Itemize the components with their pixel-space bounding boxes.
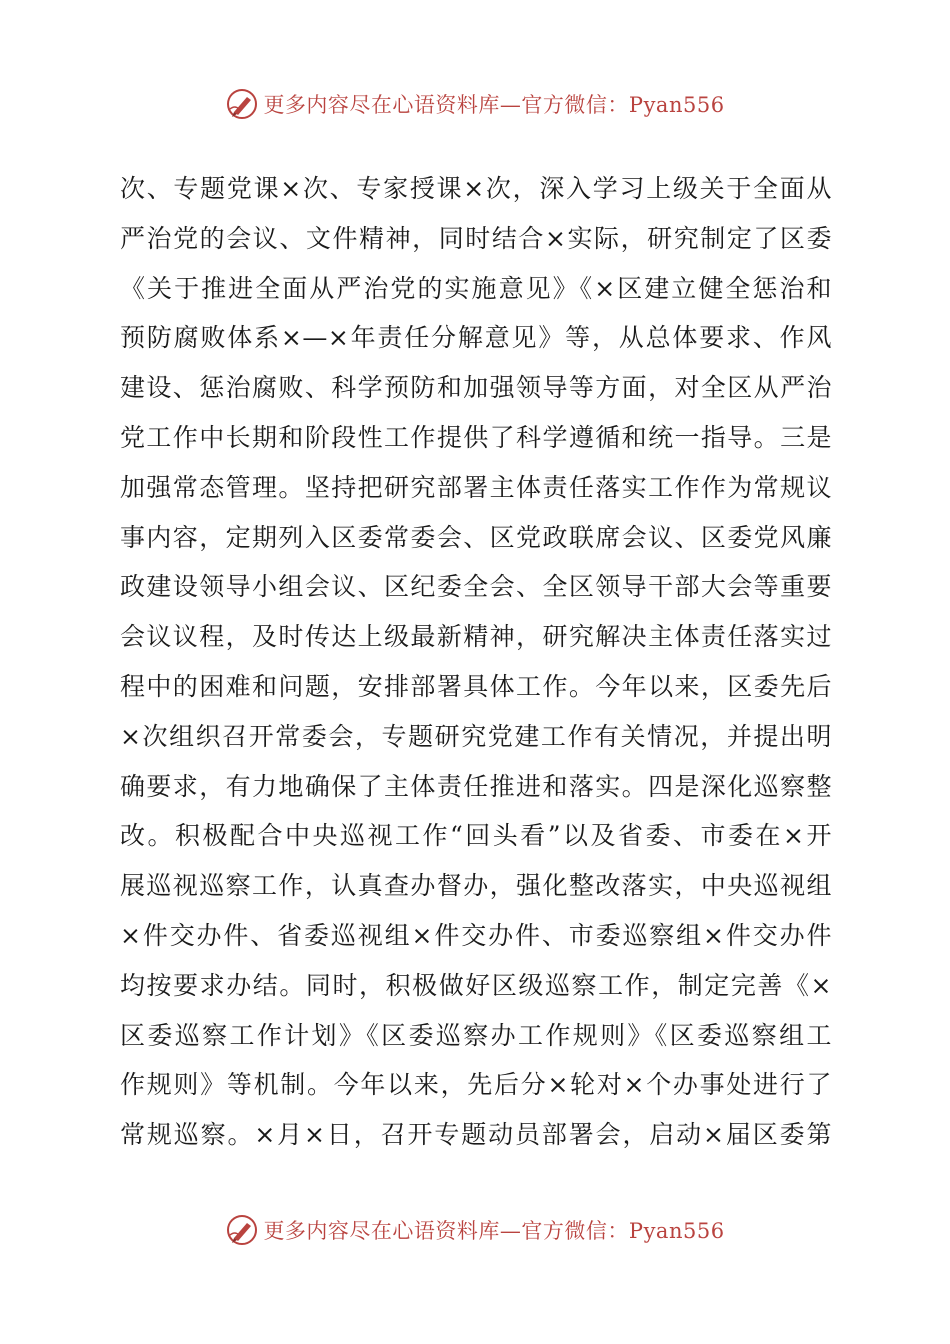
text-line: 政建设领导小组会议、区纪委全会、全区领导干部大会等重要 [120,572,832,602]
text-line: 事内容，定期列入区委常委会、区党政联席会议、区委党风廉 [120,522,832,552]
text-line: 确要求，有力地确保了主体责任推进和落实。四是深化巡察整 [120,771,832,801]
text-line: 预防腐败体系×—×年责任分解意见》等，从总体要求、作风 [120,323,832,353]
header-watermark [0,82,950,126]
text-line: 严治党的会议、文件精神，同时结合×实际，研究制定了区委 [120,223,832,253]
footer-watermark [0,1208,950,1252]
document-body [120,164,832,1160]
text-line: 展巡视巡察工作，认真查办督办，强化整改落实，中央巡视组 [120,871,832,901]
footer-watermark-text: 更多内容尽在心语资料库—官方微信：Pyan556 [263,1219,725,1243]
pen-logo-icon [225,1213,259,1247]
text-line: 程中的困难和问题，安排部署具体工作。今年以来，区委先后 [120,671,832,701]
text-line: 常规巡察。×月×日，召开专题动员部署会，启动×届区委第 [120,1120,832,1150]
text-line: 区委巡察工作计划》《区委巡察办工作规则》《区委巡察组工 [120,1020,832,1050]
text-line: 作规则》等机制。今年以来，先后分×轮对×个办事处进行了 [120,1070,832,1100]
text-line: 次、专题党课×次、专家授课×次，深入学习上级关于全面从 [120,174,832,203]
text-line: ×次组织召开常委会，专题研究党建工作有关情况，并提出明 [120,721,832,751]
pen-logo-icon [225,87,259,121]
text-line: 均按要求办结。同时，积极做好区级巡察工作，制定完善《× [120,970,832,1000]
text-line: ×件交办件、省委巡视组×件交办件、市委巡察组×件交办件 [120,920,832,950]
text-line: 《关于推进全面从严治党的实施意见》《×区建立健全惩治和 [120,273,832,303]
text-line: 加强常态管理。坚持把研究部署主体责任落实工作作为常规议 [120,472,832,502]
text-line: 会议议程，及时传达上级最新精神，研究解决主体责任落实过 [120,622,832,652]
text-line: 党工作中长期和阶段性工作提供了科学遵循和统一指导。三是 [120,422,832,452]
text-line: 建设、惩治腐败、科学预防和加强领导等方面，对全区从严治 [120,373,832,403]
text-line: 改。积极配合中央巡视工作“回头看”以及省委、市委在×开 [120,821,832,851]
header-watermark-text: 更多内容尽在心语资料库—官方微信：Pyan556 [263,93,725,117]
